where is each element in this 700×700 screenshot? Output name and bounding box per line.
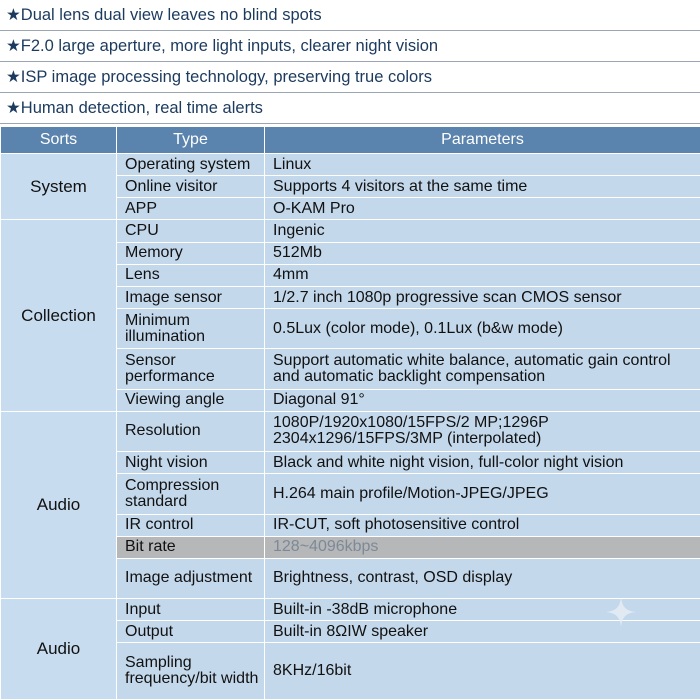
type-cell: IR control: [117, 514, 265, 536]
param-cell: Black and white night vision, full-color night vision: [265, 452, 700, 474]
type-cell: Memory: [117, 242, 265, 264]
feature-item: ★Human detection, real time alerts: [0, 93, 700, 124]
type-cell: Output: [117, 621, 265, 643]
type-cell: Sensor performance: [117, 349, 265, 389]
param-cell: IR-CUT, soft photosensitive control: [265, 514, 700, 536]
header-parameters: Parameters: [265, 127, 700, 154]
param-cell: 128~4096kbps: [265, 536, 700, 558]
param-cell: O-KAM Pro: [265, 198, 700, 220]
table-row: [1, 411, 700, 451]
param-cell: Ingenic: [265, 220, 700, 242]
param-cell: 4mm: [265, 264, 700, 286]
type-cell: Resolution: [117, 411, 265, 451]
param-cell: Brightness, contrast, OSD display: [265, 558, 700, 598]
param-cell: Built-in -38dB microphone: [265, 599, 700, 621]
header-type: Type: [117, 127, 265, 154]
type-cell: Input: [117, 599, 265, 621]
type-cell: Lens: [117, 264, 265, 286]
table-row: [1, 599, 700, 621]
type-cell: CPU: [117, 220, 265, 242]
type-cell: Image sensor: [117, 286, 265, 308]
sort-cell-audio: Audio: [1, 411, 117, 598]
type-cell: Night vision: [117, 452, 265, 474]
table-row: [1, 154, 700, 176]
table-row: [1, 220, 700, 242]
param-cell: Supports 4 visitors at the same time: [265, 176, 700, 198]
feature-item: ★Dual lens dual view leaves no blind spots: [0, 0, 700, 31]
feature-list: [0, 0, 700, 124]
param-cell: 0.5Lux (color mode), 0.1Lux (b&w mode): [265, 309, 700, 349]
param-cell: Built-in 8ΩIW speaker: [265, 621, 700, 643]
type-cell: Image adjustment: [117, 558, 265, 598]
param-cell: 1080P/1920x1080/15FPS/2 MP;1296P 2304x1296/15FPS/3MP (interpolated): [265, 411, 700, 451]
type-cell: Viewing angle: [117, 389, 265, 411]
feature-item: ★F2.0 large aperture, more light inputs, clearer night vision: [0, 31, 700, 62]
header-sorts: Sorts: [1, 127, 117, 154]
type-cell: Sampling frequency/bit width: [117, 643, 265, 700]
sort-cell-system: System: [1, 154, 117, 220]
feature-item: ★ISP image processing technology, preserving true colors: [0, 62, 700, 93]
param-cell: 1/2.7 inch 1080p progressive scan CMOS sensor: [265, 286, 700, 308]
param-cell: 8KHz/16bit: [265, 643, 700, 700]
table-header-row: [1, 127, 700, 154]
param-cell: Diagonal 91°: [265, 389, 700, 411]
param-cell: H.264 main profile/Motion-JPEG/JPEG: [265, 474, 700, 514]
param-cell: Support automatic white balance, automatic gain control and automatic backlight compensation: [265, 349, 700, 389]
type-cell: Compression standard: [117, 474, 265, 514]
param-cell: Linux: [265, 154, 700, 176]
type-cell: Minimum illumination: [117, 309, 265, 349]
spec-table: [0, 126, 700, 700]
sort-cell-collection: Collection: [1, 220, 117, 411]
param-cell: 512Mb: [265, 242, 700, 264]
type-cell: Bit rate: [117, 536, 265, 558]
type-cell: APP: [117, 198, 265, 220]
type-cell: Online visitor: [117, 176, 265, 198]
type-cell: Operating system: [117, 154, 265, 176]
sort-cell-audio-2: Audio: [1, 599, 117, 700]
